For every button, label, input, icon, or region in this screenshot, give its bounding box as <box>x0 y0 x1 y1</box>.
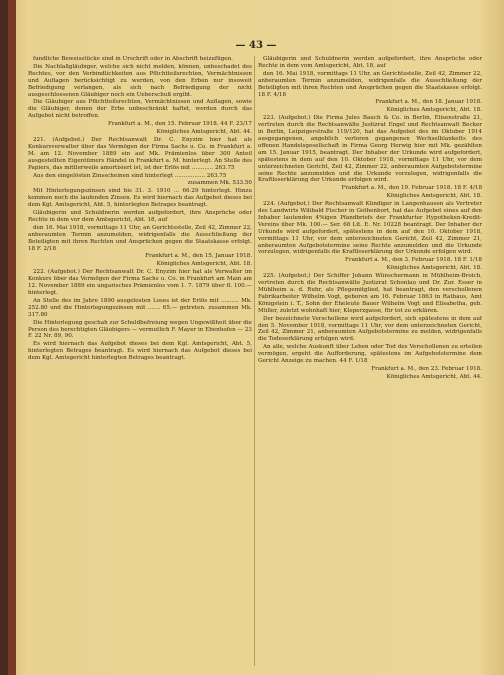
notice-paragraph: An Stelle des im Jahre 1890 ausgelosten Loses ist der Erlös mit .......... Mk. 252.80 und die Hinterlegungszinsen mit ....... 65.— getreten. zusammen Mk. 317.80 <box>28 297 252 318</box>
notice-paragraph: fundliche Beweisstücke sind in Urschrift oder in Abschrift beizufügen. <box>33 56 233 62</box>
notice-paragraph: den 16. Mai 1918, vormittags 11 Uhr, an Gerichtsstelle, Zeil 42, Zimmer 22, anberaumten Termin anzumelden, widrigenfalls die Ausschließung der Beteiligten mit ihren Rechten und Ansprüchen gegen die Staatskasse erfolgt. 18 F. 4/18 <box>258 70 482 98</box>
signature-line: Königliches Amtsgericht, Abt. 18. <box>386 107 482 114</box>
notice-paragraph: Die Gläubiger aus Pflichtteilsrechten, Vermächtnissen und Auflagen, sowie die Gläubiger, denen der Erbe unbeschränkt haftet, werden durch das Aufgebot nicht betroffen. <box>28 99 252 120</box>
newspaper-page <box>8 0 504 675</box>
signature-line: Frankfurt a. M., den 15. Februar 1918. 44 F. 23/17 <box>107 121 252 128</box>
right-column <box>258 56 482 668</box>
signature-line: Königliches Amtsgericht, Abt. 44. <box>386 373 482 380</box>
notice-paragraph: Mit Hinterlegungszinsen sind bis 31. 3. 1910 ... 66.29 hinterlegt. Hinzu kommen noch die laufenden Zinsen. Es wird hiernach das Aufgebot dieses bei dem Kgl. Amtsgericht, Abt. 5, hinterlegten Betrages beantragt. <box>28 188 252 209</box>
notice-paragraph: Die Hinterlegung geschah zur Schuldbefreiung wegen Ungewißheit über die Person des berechtigten Gläubigers — vermutlich F. Mayer in Ebenhofen — 23 F. 22 Nr. 89, 90. <box>28 319 252 340</box>
notice-paragraph: Die Nachlaßgläubiger, welche sich nicht melden, können, unbeschadet des Rechtes, vor den Verbindlichkeiten aus Pflichtteilsrechten, Vermächtnissen und Auflagen berücksichtigt zu werden, von den Erben nur insoweit Befriedigung verlangen, als sich nach Befriedigung der nicht ausgeschlossenen Gläubiger noch ein Ueberschuß ergibt. <box>28 63 252 98</box>
signature-line: Frankfurt a. M., den 23. Februar 1918. <box>371 365 482 372</box>
signature-line: Königliches Amtsgericht, Abt. 44. <box>156 129 252 136</box>
notice-paragraph: Aus den eingelösten Zinsscheinen sind hinterlegt ................. 263.75 <box>33 172 227 179</box>
notice-paragraph: 223. (Aufgebot.) Die Firma Jules Bauch & Co. in Berlin, Elisenstraße 21, vertreten durch die Rechtsanwälte Justizrat Engel und Rechtsanwalt Becker in Berlin, Leipzigerstraße 119/120, hat das Aufgebot des im Oktober 1914 ausgegangenen, angeblich verloren gegangenen Wechselblanketts des offenen Handelsgesellschaft in Firma Georg Herwig hier mit Mk. gezählten am 15. Januar 1915, beantragt. Der Inhaber der Urkunde wird aufgefordert, spätestens in dem auf den 10. Oktober 1918, vormittags 11 Uhr, vor dem unterzeichneten Gericht, Zeil 42, Zimmer 22, anberaumten Aufgebotstermine seine Rechte anzumelden und die Urkunde vorzulegen, widrigenfalls die Kraftloserklärung der Urkunde erfolgen wird. <box>258 115 482 184</box>
signature-line: Frankfurt a. M., den 18. Januar 1918. <box>375 99 482 106</box>
signature-line: Königliches Amtsgericht, Abt. 18. <box>386 193 482 200</box>
notice-paragraph: An alle, welche Auskunft über Leben oder Tod des Verschollenen zu erteilen vermögen, ergeht die Aufforderung, spätestens im Aufgebotstermine dem Gericht Anzeige zu machen. 44 F. 1/18 <box>258 344 482 365</box>
signature-line: zusammen Mk. 533.50 <box>187 180 252 187</box>
notice-paragraph: 222. (Aufgebot.) Der Rechtsanwalt Dr. C. Enyzim hier hat als Verwalter im Konkurs über das Vermögen der Firma Sachs u. Co. in Frankfurt am Main am 12. November 1889 ein ungarisches Prämienlos vom 1. 7. 1879 über fl. 100.— hinterlegt. <box>28 269 252 296</box>
notice-paragraph: 224. (Aufgebot.) Der Rechtsanwalt Kündiger in Langenhausen als Vertreter des Landwirts Wilibald Fischer in Gothenbort, hat das Aufgebot eines auf den Inhaber lautenden 4%igen Pfandbriefs der Frankfurter Hypotheken-Kredit-Vereins über Mk. 100.— Ser. 68 Lit. E. Nr. 10228 beantragt. Der Inhaber der Urkunde wird aufgefordert, spätestens in dem auf den 10. Oktober 1918, vormittags 11 Uhr, vor dem unterzeichneten Gericht, Zeil 42, Zimmer 21, anberaumten Aufgebotstermine seine Rechte anzumelden und die Urkunde vorzulegen, widrigenfalls die Kraftloserklärung der Urkunde erfolgen wird. <box>258 201 482 256</box>
signature-line: Königliches Amtsgericht, Abt. 18. <box>156 261 252 268</box>
column-divider <box>254 56 255 666</box>
notice-paragraph: 225. (Aufgebot.) Der Schiffer Johann Wünschermann in Mühlheim-Broich, vertreten durch die Rechtsanwälte Justizrat Schonlau und Dr. Zur. Esser in Mühlheim a. d. Ruhr, als Pflegemitglied, hat beantragt, den verschollenen Fabrikarbeiter Wilhelm Vogt, geboren am 16. Februar 1863 in Rathaus, Amt Königstein i. T., Sohn der Eheleute Bauer Wilhelm Vogt und Elisabetha, geb. Müller, zuletzt wohnhaft hier, Kleperzgasse, für tot zu erklären. <box>258 273 482 314</box>
signature-line: Frankfurt a. M., den 3. Februar 1918. 18 F. 1/18 <box>345 257 482 264</box>
notice-paragraph: den 16. Mai 1918, vormittags 11 Uhr, an Gerichtsstelle, Zeil 42, Zimmer 22, anberaumten Termin anzumelden, widrigenfalls die Ausschließung der Beteiligten mit ihren Rechten und Ansprüchen gegen die Staatskasse erfolgt. 18 F. 2/18 <box>28 224 252 252</box>
left-column <box>28 56 252 668</box>
notice-paragraph: Es wird hiernach das Aufgebot dieses bei dem Kgl. Amtsgericht, Abt. 5, hinterlegten Betrages beantragt. Es wird hiernach das Aufgebot dieses bei dem Kgl. Amtsgericht hinterlegten Betrages beantragt. <box>28 341 252 362</box>
binding-edge <box>8 0 16 675</box>
notice-paragraph: Gläubigerin und Schuldnerin werden aufgefordert, ihre Ansprüche oder Rechte in dem vom Amtsgericht, Abt. 18, auf <box>258 56 482 69</box>
notice-paragraph: Der bezeichnete Verschollene wird aufgefordert, sich spätestens in dem auf den 5. November 1918, vormittags 11 Uhr, vor dem unterzeichneten Gericht, Zeil 42, Zimmer 21, anberaumten Aufgebotstermine zu melden, widrigenfalls die Todeserklärung erfolgen wird. <box>258 315 482 343</box>
page-number: — 43 — <box>235 40 277 51</box>
signature-line: Frankfurt a. M., den 19. Februar 1918. 18 F. 4/18 <box>341 185 482 192</box>
notice-paragraph: Gläubigerin und Schuldnerin werden aufgefordert, ihre Ansprüche oder Rechte in dem vor dem Amtsgericht, Abt. 18, auf <box>28 210 252 223</box>
signature-line: Königliches Amtsgericht, Abt. 18. <box>386 265 482 272</box>
signature-line: Frankfurt a. M., den 15. Januar 1918. <box>145 253 252 260</box>
notice-paragraph: 221. (Aufgebot.) Der Rechtsanwalt Dr. C. Enyzim hier hat als Konkursverwalter über das Vermögen der Firma Sachs u. Co. in Frankfurt a. M. am 12. November 1889 ein auf Mk. Prämienlos über 300 Anteil ausgestellten Eigentümers Händel in Frankfurt a. M. hinterlegt. An Stelle des Papiers, das mittlerweile amortisiert ist, ist der Erlös mit ............ 263.75 <box>28 136 252 171</box>
